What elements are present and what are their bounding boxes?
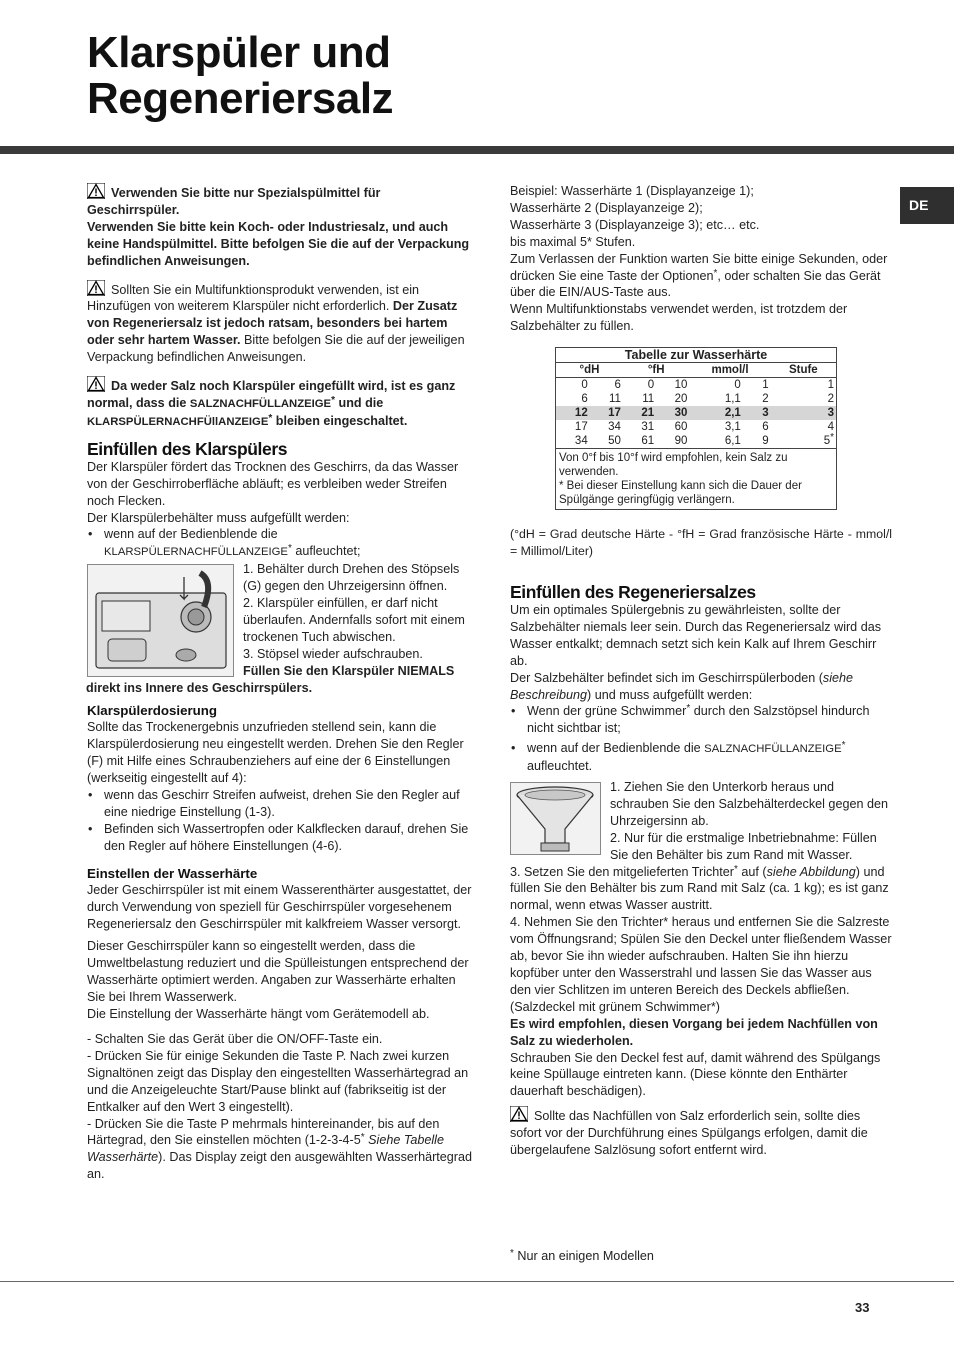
dosing-list xyxy=(87,787,473,855)
example-line: Beispiel: Wasserhärte 1 (Displayanzeige 1); xyxy=(510,184,754,198)
paragraph: Die Einstellung der Wasserhärte hängt vom Gerätemodell ab. xyxy=(87,1007,430,1022)
list-item: • wenn das Geschirr Streifen aufweist, drehen Sie den Regler auf eine niedrige Einstellung (1-3). xyxy=(87,787,473,821)
paragraph: Jeder Geschirrspüler ist mit einem Wasserenthärter ausgestattet, der durch Verwendung von speziell für Geschirrspüler vorgesehenem Regeneriersalz den Geschirrspüler mit kalkfreiem Wasser versorgt. xyxy=(87,882,472,931)
table-row-highlighted: 12 17 21 30 2,1 3 3 xyxy=(556,406,837,420)
list-item: • Wenn der grüne Schwimmer* durch den Salzstöpsel hindurch nicht sichtbar ist; xyxy=(510,703,892,737)
step: 2. Klarspüler einfüllen, er darf nicht überlaufen. Andernfalls sofort mit einem trockenen Tuch abwischen. xyxy=(243,596,465,644)
example-line: Wasserhärte 3 (Displayanzeige 3); etc… etc. xyxy=(510,217,760,232)
warning-icon xyxy=(87,280,105,296)
language-tab: DE xyxy=(900,187,954,224)
table-row: 34 50 61 90 6,1 9 5* xyxy=(556,434,837,449)
step: - Schalten Sie das Gerät über die ON/OFF-Taste ein. xyxy=(87,1031,383,1046)
warning-indicators: Da weder Salz noch Klarspüler eingefüllt wird, ist es ganz normal, dass die SALZNACHFÜLLANZEIGE* und die KLARSPÜLERNACHFÜllANZEIGE* bleiben eingeschaltet. xyxy=(87,376,473,431)
units-legend: (°dH = Grad deutsche Härte - °fH = Grad französische Härte - mmol/l = Millimol/Liter) xyxy=(510,527,892,559)
table-header: Stufe xyxy=(771,363,837,378)
paragraph: Um ein optimales Spülergebnis zu gewährleisten, sollte der Salzbehälter niemals leer sein. Durch das Regeneriersalz wird das Wasser entkalkt; demnach setzt sich kein Kalk auf Ihrem Geschirr ab. xyxy=(510,602,881,668)
title-line-2: Regeneriersalz xyxy=(87,74,394,123)
table-row: 17 34 31 60 3,1 6 4 xyxy=(556,420,837,434)
right-column xyxy=(510,183,892,1159)
step: - Drücken Sie für einige Sekunden die Taste P. Nach zwei kurzen Signaltönen zeigt das Display den eingestellten Wasserhärtegrad an und die Anzeigeleuchte Start/Pause blinkt auf (fabrikseitig ist der Entkalker auf den Wert 3 eingestellt). xyxy=(87,1048,469,1114)
step: 3. Setzen Sie den mitgelieferten Trichter* auf (siehe Abbildung) und füllen Sie den Behälter bis zum Rand mit Salz (ca. 1 kg); es ist ganz normal, wenn etwas Wasser austritt. xyxy=(510,863,889,913)
list-item: • wenn auf der Bedienblende die SALZNACHFÜLLANZEIGE* aufleuchtet. xyxy=(510,740,892,775)
rinse-steps xyxy=(87,561,473,696)
salt-list xyxy=(510,703,892,775)
page-title xyxy=(87,30,393,122)
warning-icon xyxy=(87,376,105,392)
table-row: 0 6 0 10 0 1 1 xyxy=(556,378,837,393)
left-column xyxy=(87,183,473,1183)
table-header: °fH xyxy=(623,363,689,378)
warning-multifunction: Sollten Sie ein Multifunktionsprodukt verwenden, ist ein Hinzufügen von weiterem Klarspüler nicht erforderlich. Der Zusatz von Regeneriersalz ist jedoch ratsam, besonders bei hartem oder sehr hartem Wasser. Bitte befolgen Sie die auf der jeweiligen Verpackung befindlichen Anweisungen. xyxy=(87,280,473,367)
list-item: • Befinden sich Wassertropfen oder Kalkflecken darauf, drehen Sie den Regler auf höhere Einstellungen (4-6). xyxy=(87,821,473,855)
table-row: 6 11 11 20 1,1 2 2 xyxy=(556,392,837,406)
paragraph: Der Salzbehälter befindet sich im Geschirrspülerboden (siehe Beschreibung) und muss aufgefüllt werden: xyxy=(510,670,854,702)
heading-fill-rinse-aid: Einfüllen des Klarspülers xyxy=(87,438,288,459)
salt-steps xyxy=(510,779,892,864)
step: 3. Stöpsel wieder aufschrauben. xyxy=(243,646,423,661)
header-rule xyxy=(0,146,954,154)
warning-icon xyxy=(510,1106,528,1122)
footer-rule xyxy=(0,1281,954,1282)
example-line: Wasserhärte 2 (Displayanzeige 2); xyxy=(510,200,703,215)
heading-fill-salt: Einfüllen des Regeneriersalzes xyxy=(510,581,756,602)
paragraph: Dieser Geschirrspüler kann so eingestellt werden, dass die Umweltbelastung reduziert und die Spülleistungen entsprechend der Wasserhärte optimiert werden. Angaben zur Wasserhärte erhalten Sie bei Ihrem Wasserwerk. xyxy=(87,939,469,1005)
water-hardness-table xyxy=(555,347,837,510)
paragraph: Zum Verlassen der Funktion warten Sie bitte einige Sekunden, oder drücken Sie eine Taste der Optionen*, oder schalten Sie das Gerät über die EIN/AUS-Taste aus. xyxy=(510,251,888,300)
step: - Drücken Sie die Taste P mehrmals hintereinander, bis auf den Härtegrad, den Sie einstellen möchten (1-2-3-4-5* Siehe Tabelle Wasserhärte). Das Display zeigt den ausgewählten Wasserhärtegrad an. xyxy=(87,1116,473,1182)
heading-dosing: Klarspülerdosierung xyxy=(87,703,218,719)
rinse-aid-dispenser-illustration xyxy=(87,564,234,677)
heading-water-hardness: Einstellen der Wasserhärte xyxy=(87,865,258,881)
paragraph: Der Klarspüler fördert das Trocknen des Geschirrs, da das Wasser von der Geschirroberfläche abläuft; es verbleiben weder Streifen noch Flecken. xyxy=(87,459,459,508)
table-header: °dH xyxy=(556,363,623,378)
step: 1. Ziehen Sie den Unterkorb heraus und schrauben Sie den Salzbehälterdeckel gegen den Uhrzeigersinn ab. xyxy=(610,780,888,828)
example-line: bis maximal 5* Stufen. xyxy=(510,234,636,249)
table-note: Von 0°f bis 10°f wird empfohlen, kein Salz zu verwenden. * Bei dieser Einstellung kann sich die Dauer der Spülgänge geringfügig verlängern. xyxy=(556,449,837,510)
title-line-1: Klarspüler und xyxy=(87,28,391,77)
step: 4. Nehmen Sie den Trichter* heraus und entfernen Sie die Salzreste vom Öffnungsrand; Spülen Sie den Deckel unter fließendem Wasser ab, bevor Sie ihn wieder aufschrauben. Halten Sie ihn hierzu kopfüber unter den Wasserstrahl und lassen Sie das Wasser aus den vier Schlitzen im unteren Bereich des Deckels abfließen. (Salzdeckel mit grünem Schwimmer*) xyxy=(510,915,892,1014)
table-caption: Tabelle zur Wasserhärte xyxy=(556,348,837,363)
paragraph: Wenn Multifunktionstabs verwendet werden, ist trotzdem der Salzbehälter zu füllen. xyxy=(510,302,848,334)
step-warning: Füllen Sie den Klarspüler NIEMALS direkt ins Innere des Geschirrspülers. xyxy=(86,663,455,695)
page-number: 33 xyxy=(855,1300,870,1315)
recommendation: Es wird empfohlen, diesen Vorgang bei jedem Nachfüllen von Salz zu wiederholen. xyxy=(510,1016,878,1048)
warning-icon xyxy=(87,183,105,199)
salt-funnel-illustration xyxy=(510,782,601,855)
rinse-list xyxy=(87,526,473,561)
table-header: mmol/l xyxy=(689,363,770,378)
paragraph: Der Klarspülerbehälter muss aufgefüllt werden: xyxy=(87,510,350,525)
warning-salt: Sollte das Nachfüllen von Salz erforderlich sein, sollte dies sofort vor der Durchführung eines Spülgangs erfolgen, damit die übergelaufene Salzlösung sofort entfernt wird. xyxy=(510,1106,892,1159)
paragraph: Sollte das Trockenergebnis unzufrieden stellend sein, kann die Klarspülerdosierung neu eingestellt werden. Drehen Sie den Regler (F) mit Hilfe eines Schraubenziehers auf eine der 6 Einstellungen (werkseitig eingestellt auf 4): xyxy=(87,720,464,786)
step: 2. Nur für die erstmalige Inbetriebnahme: Füllen Sie den Behälter bis zum Rand mit Wasser. xyxy=(610,830,877,862)
warning-detergent: Verwenden Sie bitte nur Spezialspülmittel für Geschirrspüler. Verwenden Sie bitte kein Koch- oder Industriesalz, und auch keine Handspülmittel. Bitte befolgen Sie die auf der Verpackung befindlichen Anweisungen. xyxy=(87,183,473,270)
step: 1. Behälter durch Drehen des Stöpsels (G) gegen den Uhrzeigersinn öffnen. xyxy=(243,562,460,594)
list-item: • wenn auf der Bedienblende die KLARSPÜLERNACHFÜLLANZEIGE* aufleuchtet; xyxy=(87,526,473,561)
paragraph: Schrauben Sie den Deckel fest auf, damit während des Spülgangs keine Spüllauge eintreten kann. (Diese könnte den Enthärter dauerhaft beschädigen). xyxy=(510,1050,881,1099)
footnote: * Nur an einigen Modellen xyxy=(510,1248,654,1263)
